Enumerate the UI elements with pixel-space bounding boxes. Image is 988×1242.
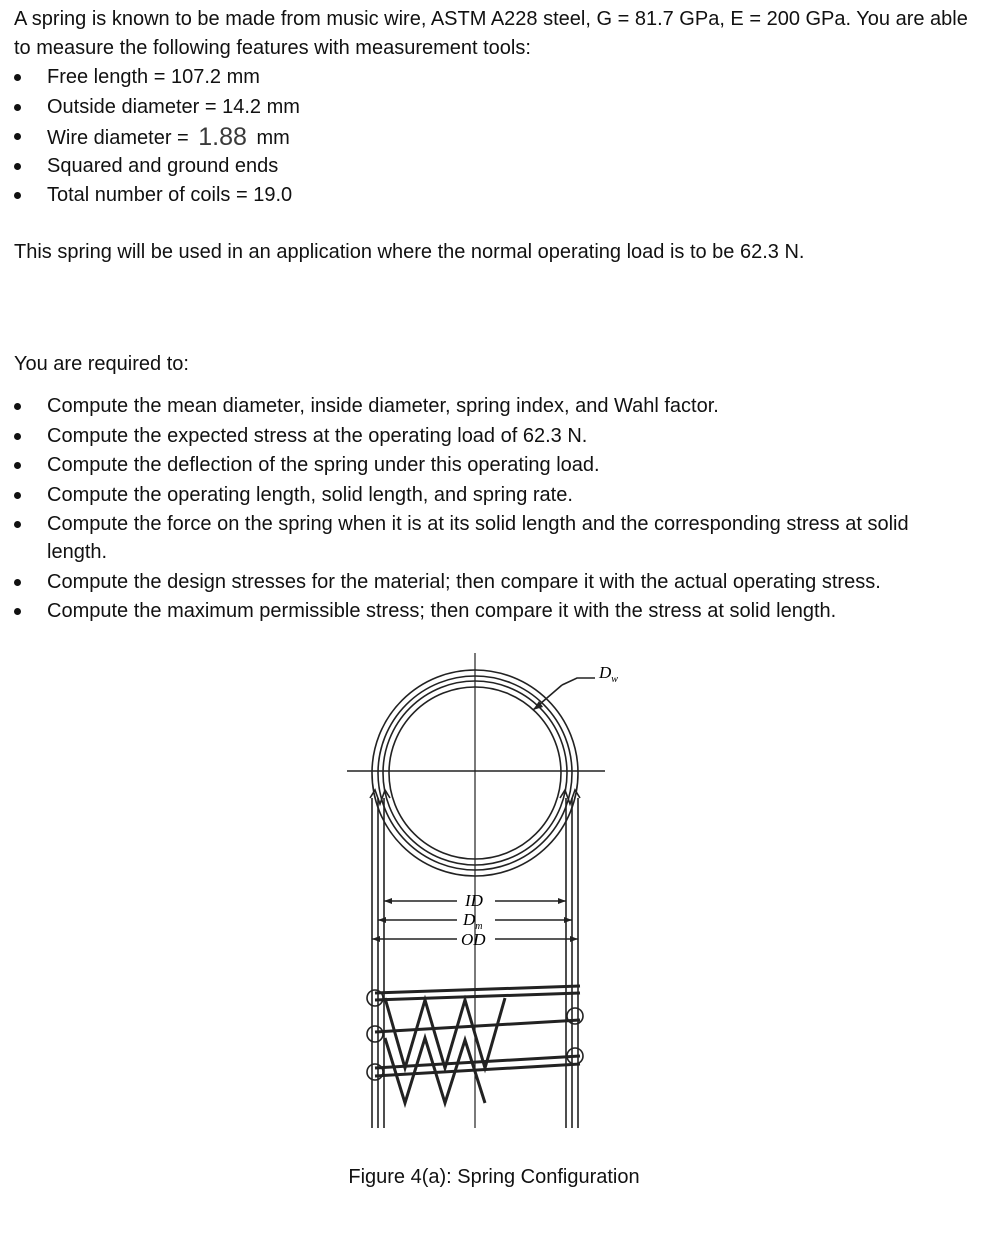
list-item [0,510,972,566]
bullet-icon [14,608,21,615]
bullet-icon [14,492,21,499]
list-item [0,597,972,625]
dw-label: $D_w$ [599,663,618,685]
arrowhead [558,898,566,904]
list-item [0,422,972,450]
coil-front [385,998,505,1068]
bullet-icon [14,579,21,586]
task-text: Compute the deflection of the spring under this operating load. [47,454,600,476]
task-text: Compute the force on the spring when it is at its solid length and the corresponding stress at solid length. [47,513,909,563]
list-item [0,451,972,479]
coil-wire [375,1020,580,1032]
list-item [0,181,972,211]
bullet-icon [14,133,21,140]
arrowhead [378,917,386,923]
od-label: OD [461,930,486,949]
bullet-icon [14,104,21,111]
list-item [0,93,972,123]
dw-leader [562,678,595,685]
list-item [0,568,972,596]
spring-diagram [345,648,645,1138]
arrowhead [564,917,572,923]
ends-type: Squared and ground ends [47,154,279,177]
wire-section [367,1064,383,1080]
list-item [0,481,972,509]
spring-figure [345,648,645,1138]
wire-section [367,1026,383,1042]
task-text: Compute the operating length, solid length, and spring rate. [47,483,573,506]
feature-list [0,63,972,211]
bullet-icon [14,433,21,440]
wire-diameter-value: 1.88 [198,123,247,151]
list-item [0,392,972,420]
list-item [0,63,972,93]
dm-label: $D_m$ [463,910,483,932]
required-heading: You are required to: [14,353,189,375]
list-item [0,122,972,152]
load-sentence: This spring will be used in an application where the normal operating load is to be 62.3 N. [14,241,805,263]
wire-diameter-unit: mm [256,127,290,149]
arrowhead [372,936,380,942]
task-text: Compute the expected stress at the operating load of 62.3 N. [47,424,588,447]
coil-wire [375,993,580,1000]
bullet-icon [14,163,21,170]
outside-diameter: Outside diameter = 14.2 mm [47,95,300,118]
bullet-icon [14,192,21,199]
bullet-icon [14,521,21,528]
arrowhead [384,898,392,904]
total-coils: Total number of coils = 19.0 [47,184,293,206]
wire-diameter-label: Wire diameter = [47,127,189,149]
arrowhead [570,936,578,942]
intro-paragraph: A spring is known to be made from music wire, ASTM A228 steel, G = 81.7 GPa, E = 200 GPa. You are able to measure the following features with measurement tools: [14,8,968,59]
task-text: Compute the design stresses for the material; then compare it with the actual operating stress. [47,570,881,593]
free-length: Free length = 107.2 mm [47,66,260,88]
id-label: ID [465,891,483,910]
bullet-icon [14,462,21,469]
task-text: Compute the mean diameter, inside diameter, spring index, and Wahl factor. [47,395,719,417]
bullet-icon [14,74,21,81]
bullet-icon [14,403,21,410]
task-text: Compute the maximum permissible stress; then compare it with the stress at solid length. [47,600,837,622]
coil-wire [375,986,580,993]
task-list [0,392,972,627]
list-item [0,152,972,182]
figure-caption: Figure 4(a): Spring Configuration [348,1166,640,1188]
